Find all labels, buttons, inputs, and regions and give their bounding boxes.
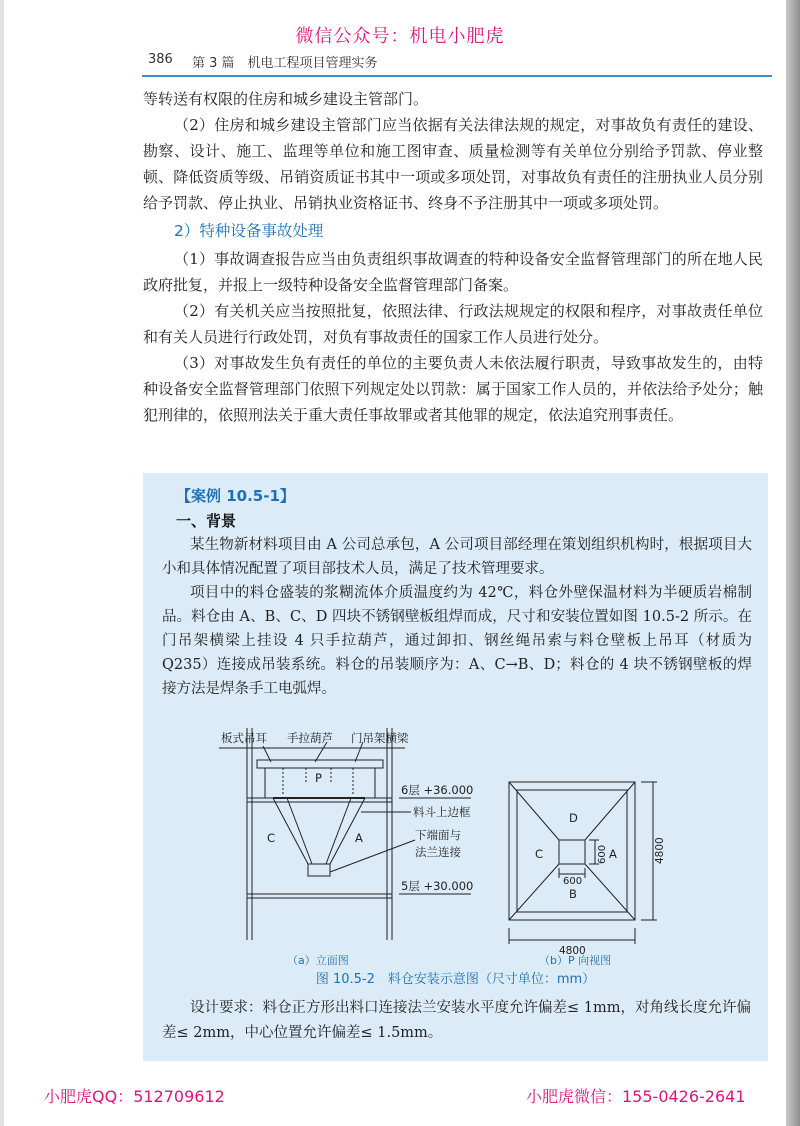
- figure-drawing: [203, 718, 666, 970]
- plan-label-c: C: [535, 847, 544, 861]
- elevation-labels: [221, 731, 473, 893]
- subcaptions: [287, 953, 611, 967]
- leader-hoist: [315, 742, 327, 762]
- case-design-requirement: [162, 996, 752, 1046]
- case-title: 【案例 10.5-1】: [176, 487, 295, 505]
- label-floor5: 5层 +30.000: [401, 879, 474, 893]
- label-bottom-2: 法兰连接: [415, 845, 461, 859]
- case-paragraph-3: 设计要求：料仓正方形出料口连接法兰安装水平度允许偏差≤ 1mm，对角线长度允许偏差≤ 2mm，中心位置允许偏差≤ 1.5mm。: [162, 1000, 751, 1041]
- label-p: P: [315, 771, 322, 785]
- label-top-frame: 料斗上边框: [413, 805, 471, 819]
- plan-dim-outlet-w: 600: [563, 876, 583, 887]
- leader-bottom: [330, 840, 415, 872]
- gantry-beam: [257, 760, 383, 768]
- figure-caption: 图 10.5-2 料仓安装示意图（尺寸单位：mm）: [315, 972, 596, 987]
- outlet-flange: [308, 864, 330, 876]
- watermark-top: 微信公众号：机电小肥虎: [295, 26, 505, 47]
- page-number: 386: [148, 52, 173, 67]
- plan-dim-height: 4800: [654, 837, 666, 864]
- case-paragraph-1: 某生物新材料项目由 A 公司总承包，A 公司项目部经理在策划组织机构时，根据项目大小和具体情况配置了项目部技术人员，满足了技术管理要求。: [162, 537, 752, 577]
- case-background-text: [162, 533, 752, 701]
- case-paragraph-2: 项目中的料仓盛装的浆糊流体介质温度约为 42℃，料仓外壁保温材料为半硬质岩棉制品。料仓由 A、B、C、D 四块不锈钢壁板组焊而成，尺寸和安装位置如图 10.5-2 所示。在门吊架横梁上挂设 4 只手拉葫芦，通过卸扣、钢丝绳吊索与料仓壁板上吊耳（材质为 Q235）连接成吊装系统。料仓的吊装顺序为：A、C→B、D；料仓的 4 块不锈钢壁板的焊接方法是焊条手工电弧焊。: [162, 585, 752, 697]
- paragraph-1: 等转送有权限的住房和城乡建设主管部门。: [143, 90, 429, 108]
- paragraph-3: （1）事故调查报告应当由负责组织事故调查的特种设备安全监督管理部门的所在地人民政府批复，并报上一级特种设备安全监督管理部门备案。: [143, 250, 763, 294]
- silo-installation-figure: [203, 718, 666, 988]
- subcaption-elevation: （a）立面图: [287, 954, 349, 967]
- subcaption-plan: （b）P 向视图: [539, 954, 612, 967]
- watermark-bottom-right: 小肥虎微信：155-0426-2641: [526, 1087, 746, 1106]
- section-heading: 2）特种设备事故处理: [174, 222, 324, 240]
- paragraph-5: （3）对事故发生负有责任的单位的主要负责人未依法履行职责，导致事故发生的，由特种设备安全监督管理部门依照下列规定处以罚款：属于国家工作人员的，并依法给予处分；触犯刑律的，依照刑法关于重大责任事故罪或者其他罪的规定，依法追究刑事责任。: [143, 354, 763, 424]
- label-bottom-1: 下端面与: [415, 828, 461, 842]
- paragraph-4: （2）有关机关应当按照批复，依照法律、行政法规规定的权限和程序，对事故责任单位和有关人员进行行政处罚，对负有事故责任的国家工作人员进行处分。: [143, 302, 763, 346]
- page-left-edge: [0, 0, 4, 1126]
- plan-label-a: A: [609, 847, 617, 861]
- paragraph-2: （2）住房和城乡建设主管部门应当依据有关法律法规的规定，对事故负有责任的建设、勘察、设计、施工、监理等单位和施工图审查、质量检测等有关单位分别给予罚款、停业整顿、降低资质等级、吊销资质证书其中一项或多项处罚，对事故负有责任的注册执业人员分别给予罚款、停止执业、吊销执业资格证书、终身不予注册其中一项或多项处罚。: [143, 116, 763, 212]
- label-c-elevation: C: [267, 831, 276, 845]
- plan-labels: [535, 811, 666, 957]
- page-binding-edge: [786, 0, 800, 1126]
- page-header: [148, 50, 768, 72]
- plan-outlet: [559, 840, 585, 864]
- part-title: 第 3 篇 机电工程项目管理实务: [192, 56, 378, 71]
- leader-beam: [355, 742, 363, 762]
- label-lug: 板式吊耳: [221, 731, 267, 745]
- plan-view: [509, 782, 657, 944]
- watermark-bottom-left: 小肥虎QQ：512709612: [44, 1087, 225, 1106]
- plan-label-b: B: [569, 887, 577, 901]
- case-subtitle: 一、背景: [176, 512, 237, 530]
- plan-dim-outlet-h: 600: [597, 844, 608, 864]
- label-a-elevation: A: [355, 831, 363, 845]
- plan-dim-width: 4800: [559, 945, 586, 957]
- header-rule: [142, 75, 772, 77]
- label-floor6: 6层 +36.000: [401, 783, 474, 797]
- label-beam: 门吊架横梁: [351, 731, 409, 745]
- plan-label-d: D: [569, 811, 578, 825]
- label-hoist: 手拉葫芦: [287, 731, 333, 745]
- body-text: [143, 86, 763, 428]
